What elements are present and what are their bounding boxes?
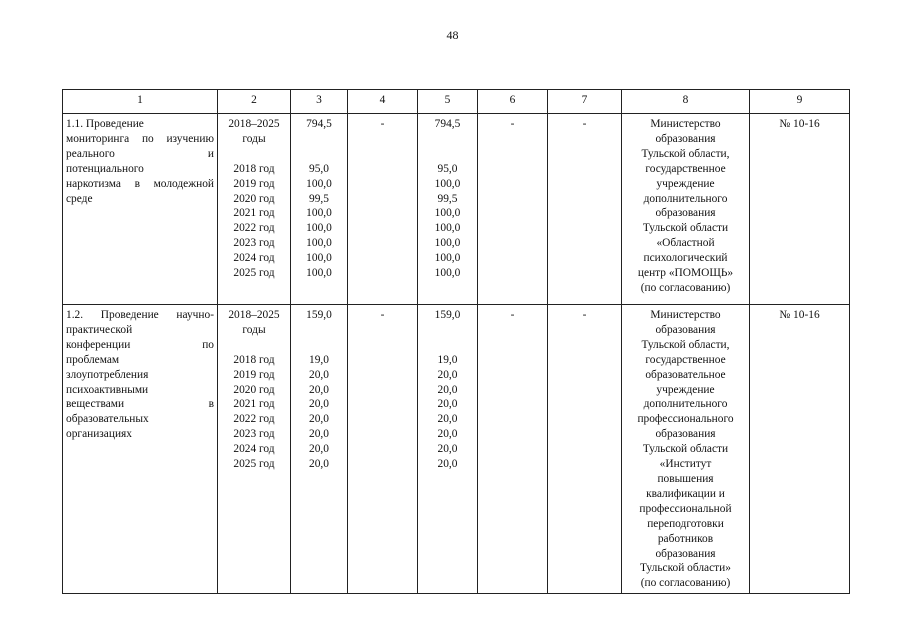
measures-table — [62, 89, 850, 594]
measure-name-line: злоупотребления — [66, 368, 149, 381]
year-label: 2023 год — [233, 237, 275, 250]
executor-line: Тульской области, — [641, 338, 730, 351]
year-value: 19,0 — [309, 353, 329, 366]
measure-name-line: конференции по — [66, 338, 214, 351]
executor-line: переподготовки — [647, 517, 724, 530]
year-value: 20,0 — [437, 413, 458, 426]
measure-name-line: проблемам — [66, 353, 120, 366]
header-cell: 9 — [750, 90, 850, 114]
spacer — [421, 147, 474, 162]
year-value: 20,0 — [437, 368, 458, 381]
executor-line: Тульской области, — [641, 147, 730, 160]
total-value: 794,5 — [434, 118, 461, 130]
total-value: 794,5 — [306, 118, 332, 130]
local-budget-cell: - — [478, 305, 548, 594]
measure-name-line: образовательных — [66, 413, 149, 426]
executor-line: учреждение — [656, 177, 715, 190]
year-value: 100,0 — [434, 252, 461, 265]
spacer — [421, 132, 474, 147]
header-cell: 8 — [622, 90, 750, 114]
executor-line: Тульской области — [642, 443, 729, 456]
period-cell — [218, 114, 291, 305]
executor-line: психологический — [643, 252, 728, 265]
year-label: 2019 год — [233, 177, 275, 190]
executor-line: образования — [655, 132, 716, 145]
executor-line: Министерство — [650, 118, 721, 130]
year-value: 20,0 — [309, 368, 329, 381]
extra-budget-cell: - — [548, 305, 622, 594]
year-value: 99,5 — [309, 192, 329, 205]
executor-line: «Областной — [656, 237, 715, 250]
measure-name-line: реального и — [66, 147, 214, 160]
period-text: 2018–2025 годы — [228, 309, 280, 336]
year-value: 100,0 — [434, 207, 461, 220]
executor-line: Тульской области» — [640, 562, 731, 575]
measure-name-line: среде — [66, 192, 93, 205]
spacer — [294, 323, 344, 338]
extra-budget-cell: - — [548, 114, 622, 305]
measure-name-line: психоактивными — [66, 383, 149, 396]
period-cell — [218, 305, 291, 594]
spacer — [294, 132, 344, 147]
executor-line: профессионального — [637, 413, 734, 426]
measure-name-line: организациях — [66, 428, 132, 441]
year-value: 20,0 — [309, 458, 329, 471]
local-budget-cell: - — [478, 114, 548, 305]
year-label: 2025 год — [233, 267, 275, 280]
executor-cell — [622, 114, 750, 305]
header-cell: 2 — [218, 90, 291, 114]
executor-line: государственное — [645, 353, 726, 366]
measure-name-line: наркотизма в молодежной — [66, 177, 214, 190]
spacer — [421, 338, 474, 353]
executor-line: учреждение — [656, 383, 715, 396]
executor-line: Тульской области — [642, 222, 729, 235]
year-value: 100,0 — [306, 252, 332, 265]
executor-line: образования — [655, 323, 716, 336]
total-cell — [291, 305, 348, 594]
year-value: 100,0 — [306, 267, 332, 280]
executor-line: дополнительного — [643, 398, 728, 411]
executor-line: центр «ПОМОЩЬ» — [637, 267, 734, 280]
total-cell — [291, 114, 348, 305]
executor-line: (по согласованию) — [640, 281, 731, 294]
federal-budget-cell: - — [348, 305, 418, 594]
year-label: 2020 год — [233, 192, 275, 205]
year-value: 100,0 — [306, 207, 332, 220]
executor-line: квалификации и — [646, 487, 725, 500]
spacer — [294, 338, 344, 353]
measure-name-line: практической — [66, 323, 133, 336]
indicator-cell: № 10-16 — [750, 305, 850, 594]
measure-name-cell — [63, 305, 218, 594]
executor-line: образования — [655, 428, 716, 441]
year-value: 20,0 — [437, 458, 458, 471]
table-row — [63, 114, 850, 305]
executor-line: работников — [657, 532, 714, 545]
year-value: 20,0 — [437, 443, 458, 456]
measure-name-line: веществами в — [66, 398, 214, 411]
federal-budget-cell: - — [348, 114, 418, 305]
header-cell: 1 — [63, 90, 218, 114]
year-value: 95,0 — [309, 162, 329, 175]
year-label: 2018 год — [233, 162, 275, 175]
measure-name-line: 1.2. Проведение научно- — [66, 309, 214, 321]
year-value: 99,5 — [437, 192, 458, 205]
year-value: 20,0 — [309, 383, 329, 396]
spacer — [421, 323, 474, 338]
table-row — [63, 305, 850, 594]
period-text: 2018–2025 годы — [228, 118, 280, 145]
header-cell: 4 — [348, 90, 418, 114]
measure-name-line: 1.1. Проведение — [66, 118, 144, 130]
executor-cell — [622, 305, 750, 594]
header-cell: 5 — [418, 90, 478, 114]
year-value: 100,0 — [306, 237, 332, 250]
header-cell: 7 — [548, 90, 622, 114]
executor-line: дополнительного — [643, 192, 728, 205]
year-label: 2024 год — [233, 252, 275, 265]
year-label: 2024 год — [233, 443, 275, 456]
executor-line: образовательное — [645, 368, 726, 381]
year-value: 100,0 — [434, 237, 461, 250]
year-label: 2023 год — [233, 428, 275, 441]
year-value: 100,0 — [434, 267, 461, 280]
year-value: 20,0 — [437, 428, 458, 441]
header-cell: 3 — [291, 90, 348, 114]
executor-line: государственное — [645, 162, 726, 175]
year-label: 2021 год — [233, 398, 275, 411]
year-value: 100,0 — [306, 222, 332, 235]
year-value: 100,0 — [306, 177, 332, 190]
year-value: 20,0 — [437, 398, 458, 411]
measure-name-cell — [63, 114, 218, 305]
total-value: 159,0 — [306, 309, 332, 321]
executor-line: образования — [655, 547, 716, 560]
executor-line: профессиональной — [639, 502, 732, 515]
executor-line: Министерство — [650, 309, 721, 321]
page-number: 48 — [446, 28, 459, 42]
indicator-cell: № 10-16 — [750, 114, 850, 305]
year-value: 100,0 — [434, 222, 461, 235]
regional-budget-cell — [418, 114, 478, 305]
year-value: 20,0 — [309, 413, 329, 426]
year-label: 2025 год — [233, 458, 275, 471]
year-label: 2019 год — [233, 368, 275, 381]
header-cell: 6 — [478, 90, 548, 114]
year-value: 20,0 — [309, 398, 329, 411]
header-row — [63, 90, 850, 114]
year-label: 2021 год — [233, 207, 275, 220]
executor-line: повышения — [657, 472, 714, 485]
year-value: 95,0 — [437, 162, 458, 175]
executor-line: (по согласованию) — [640, 577, 731, 590]
year-value: 100,0 — [434, 177, 461, 190]
year-value: 20,0 — [437, 383, 458, 396]
total-value: 159,0 — [434, 309, 461, 321]
year-value: 19,0 — [437, 353, 458, 366]
measure-name-line: потенциального — [66, 162, 144, 175]
year-label: 2020 год — [233, 383, 275, 396]
spacer — [221, 147, 287, 162]
year-value: 20,0 — [309, 443, 329, 456]
executor-line: «Институт — [659, 458, 712, 471]
measure-name-line: мониторинга по изучению — [66, 132, 214, 145]
spacer — [294, 147, 344, 162]
regional-budget-cell — [418, 305, 478, 594]
year-label: 2018 год — [233, 353, 275, 366]
year-label: 2022 год — [233, 413, 275, 426]
spacer — [221, 338, 287, 353]
executor-line: образования — [655, 207, 716, 220]
year-label: 2022 год — [233, 222, 275, 235]
year-value: 20,0 — [309, 428, 329, 441]
